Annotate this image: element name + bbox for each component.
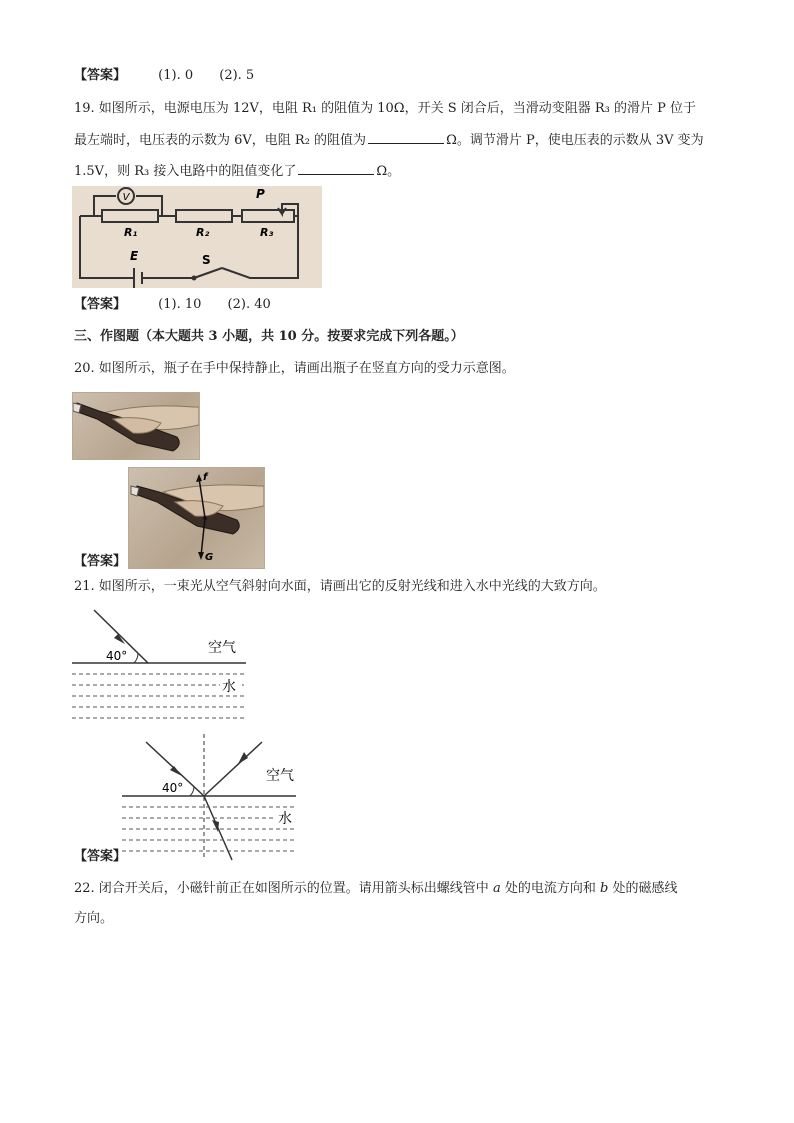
section-heading: 三、作图题（本大题共 3 小题，共 10 分。按要求完成下列各题。） (74, 329, 464, 344)
slider-label: P (256, 187, 265, 201)
answer-tag: 【答案】 (74, 297, 127, 312)
q22-line-1-text: 22. 闭合开关后，小磁针前正在如图所示的位置。请用箭头标出螺线管中 (74, 881, 489, 896)
circuit-diagram (72, 186, 322, 288)
q20-text: 20. 如图所示，瓶子在手中保持静止，请画出瓶子在竖直方向的受力示意图。 (74, 361, 515, 376)
q19-line-2-text: 最左端时，电压表的示数为 6V，电阻 R₂ 的阻值为 (74, 133, 367, 148)
q19-line-2 (74, 131, 704, 150)
q21-text: 21. 如图所示，一束光从空气斜射向水面，请画出它的反射光线和进入水中光线的大致方向。 (74, 579, 606, 594)
voltmeter-label: V (122, 192, 130, 203)
bottle-forces-illustration (129, 468, 264, 568)
light-question-diagram (70, 604, 260, 724)
answer-tag: 【答案】 (74, 68, 127, 83)
q19-line-2-rest: Ω。调节滑片 P，使电压表的示数从 3V 变为 (446, 133, 704, 148)
water-label: 水 (222, 679, 236, 695)
label-a: a (492, 881, 501, 896)
q18-answer (74, 67, 254, 85)
q19-line-3-text: 1.5V，则 R₃ 接入电路中的阻值变化了 (74, 164, 297, 179)
bottle-hand-illustration (73, 393, 199, 459)
label-b: b (600, 881, 609, 896)
blank-1 (368, 131, 444, 144)
q20-answer-tag: 【答案】 (74, 554, 127, 569)
blank-2 (298, 162, 374, 175)
angle-label: 40° (162, 781, 184, 795)
water-label: 水 (278, 811, 292, 827)
q21-answer-tag: 【答案】 (74, 849, 127, 864)
answer-2: (2). 5 (219, 68, 255, 83)
q22-line-1-end: 处的磁感线 (612, 881, 678, 896)
q19-line-3-rest: Ω。 (376, 164, 401, 179)
answer-1: (1). 10 (158, 297, 202, 312)
circuit-figure (72, 186, 322, 288)
air-label: 空气 (208, 640, 236, 656)
bottle-forces-answer-photo (128, 467, 265, 569)
answer-1: (1). 0 (158, 68, 194, 83)
q22-line-1 (74, 880, 678, 898)
gravity-label: G (205, 552, 214, 563)
q19-line-3 (74, 162, 400, 181)
r2-label: R₂ (196, 226, 210, 239)
q19-line-1: 19. 如图所示，电源电压为 12V，电阻 R₁ 的阻值为 10Ω，开关 S 闭合后，当滑动变阻器 R₃ 的滑片 P 位于 (74, 101, 697, 116)
r3-label: R₃ (260, 226, 274, 239)
friction-label: f (203, 472, 208, 483)
switch-label: S (202, 253, 211, 267)
air-label: 空气 (266, 768, 294, 784)
answer-2: (2). 40 (227, 297, 271, 312)
battery-label: E (130, 249, 139, 263)
r1-label: R₁ (124, 226, 138, 239)
q22-line-2: 方向。 (74, 911, 114, 926)
bottle-in-hand-photo (72, 392, 200, 460)
q19-answer (74, 296, 271, 314)
angle-label: 40° (106, 649, 128, 663)
light-answer-diagram (120, 732, 306, 862)
q22-line-1-mid: 处的电流方向和 (504, 881, 596, 896)
